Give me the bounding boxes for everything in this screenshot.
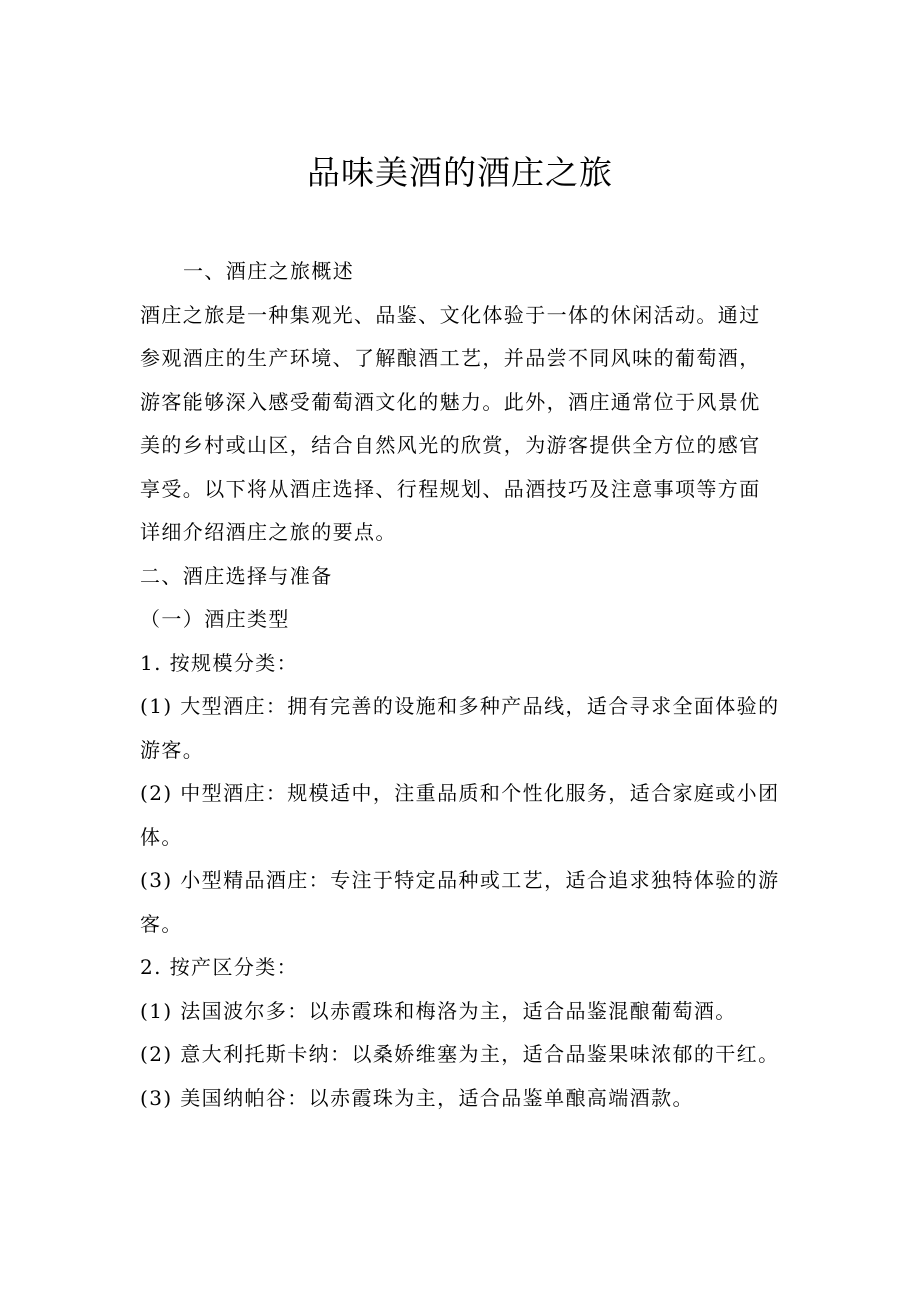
section-heading-selection: 二、酒庄选择与准备: [140, 563, 333, 588]
list-item-boutique-winery: (3) 小型精品酒庄：专注于特定品种或工艺，适合追求独特体验的游客。: [140, 868, 780, 936]
list-item-medium-winery: (2) 中型酒庄：规模适中，注重品质和个性化服务，适合家庭或小团体。: [140, 781, 780, 849]
list-item-napa: (3) 美国纳帕谷：以赤霞珠为主，适合品鉴单酿高端酒款。: [140, 1085, 694, 1110]
list-item-large-winery: (1) 大型酒庄：拥有完善的设施和多种产品线，适合寻求全面体验的游客。: [140, 694, 780, 762]
list-item-tuscany: (2) 意大利托斯卡纳：以桑娇维塞为主，适合品鉴果味浓郁的干红。: [140, 1042, 780, 1066]
subsection-heading-types: （一）酒庄类型: [140, 607, 290, 631]
list-heading-by-region: 2. 按产区分类：: [140, 955, 299, 979]
overview-paragraph: 酒庄之旅是一种集观光、品鉴、文化体验于一体的休闲活动。通过参观酒庄的生产环境、了解酿酒工艺，并品尝不同风味的葡萄酒，游客能够深入感受葡萄酒文化的魅力。此外，酒庄通常位于风景优美的乡村或山区，结合自然风光的欣赏，为游客提供全方位的感官享受。以下将从酒庄选择、行程规划、品酒技巧及注意事项等方面详细介绍酒庄之旅的要点。: [140, 302, 761, 544]
document-title: 品味美酒的酒庄之旅: [307, 153, 613, 192]
document-body: [140, 250, 780, 1120]
section-heading-overview: 一、酒庄之旅概述: [183, 259, 355, 283]
list-heading-by-scale: 1. 按规模分类：: [140, 650, 299, 675]
list-item-bordeaux: (1) 法国波尔多：以赤霞珠和梅洛为主，适合品鉴混酿葡萄酒。: [140, 998, 737, 1023]
